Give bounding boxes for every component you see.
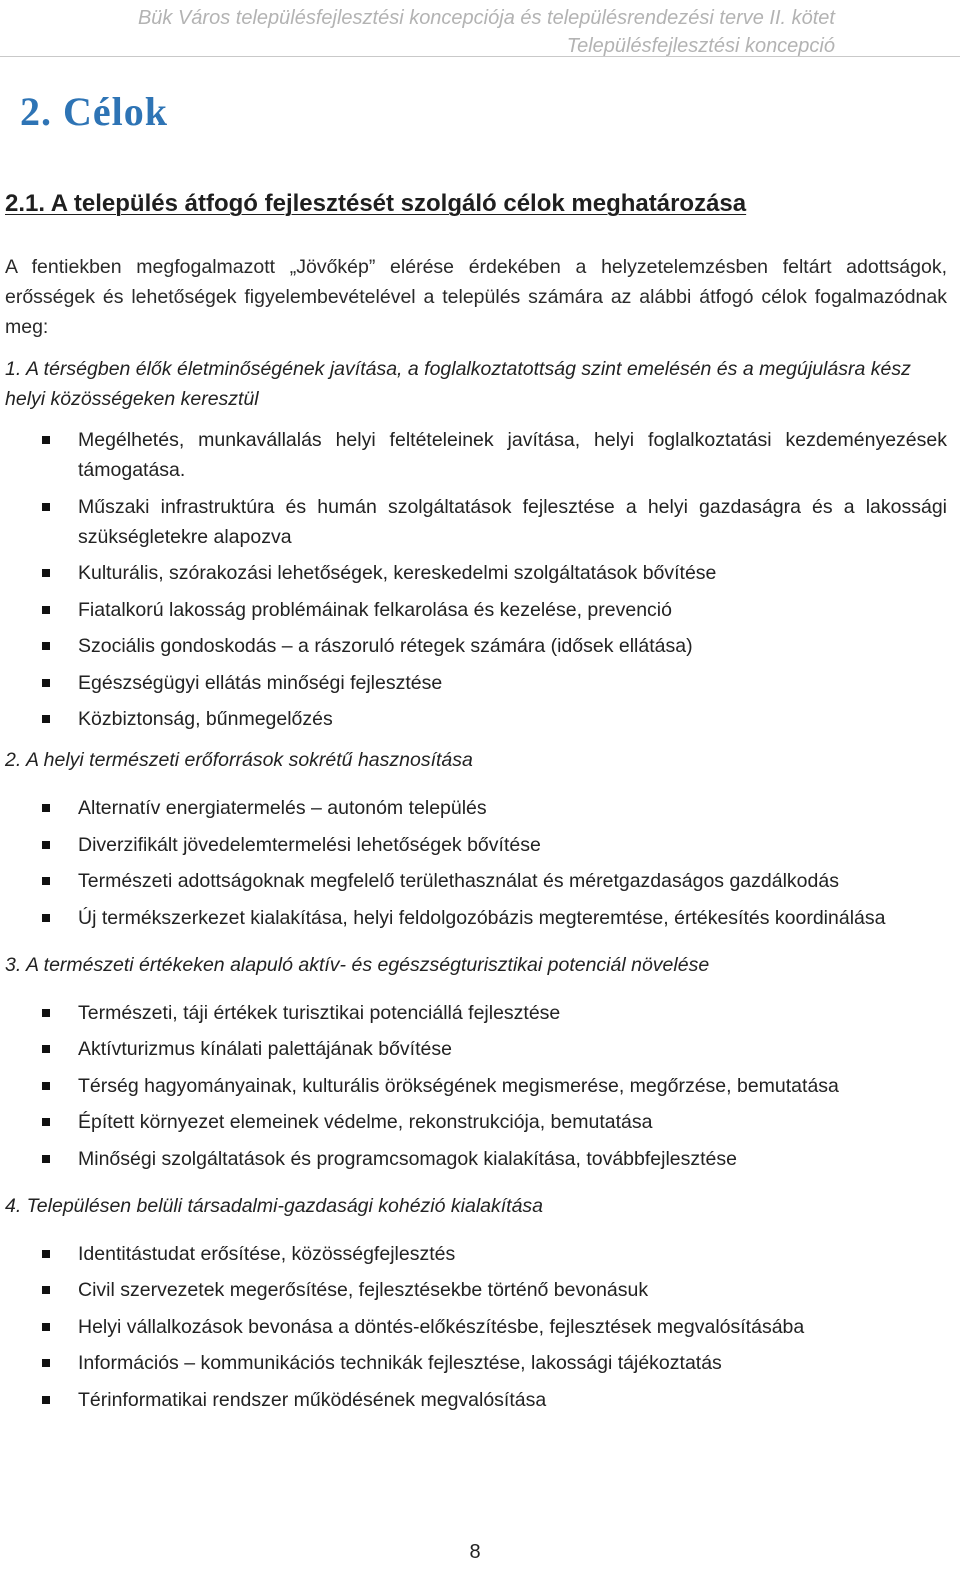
list-item [5, 631, 947, 661]
square-bullet-icon [42, 715, 50, 723]
goal-section [5, 354, 947, 734]
square-bullet-icon [42, 1359, 50, 1367]
goal-section [5, 950, 947, 1174]
square-bullet-icon [42, 569, 50, 577]
goal-section [5, 1191, 947, 1415]
square-bullet-icon [42, 679, 50, 687]
goal-list [5, 793, 947, 933]
square-bullet-icon [42, 1396, 50, 1404]
list-item [5, 1385, 947, 1415]
list-item [5, 866, 947, 896]
list-item [5, 1239, 947, 1269]
square-bullet-icon [42, 606, 50, 614]
list-item [5, 558, 947, 588]
list-item [5, 704, 947, 734]
goal-title: 2. A helyi természeti erőforrások sokrétű hasznosítása [5, 749, 473, 771]
list-item-text: Civil szervezetek megerősítése, fejlesztésekbe történő bevonásuk [78, 1279, 649, 1301]
list-item-text: Szociális gondoskodás – a rászoruló rétegek számára (idősek ellátása) [78, 635, 693, 657]
header-title-line2: Településfejlesztési koncepció [566, 35, 835, 57]
goal-list [5, 425, 947, 734]
square-bullet-icon [42, 1118, 50, 1126]
list-item [5, 668, 947, 698]
list-item [5, 1144, 947, 1174]
list-item [5, 830, 947, 860]
list-item-text: Fiatalkorú lakosság problémáinak felkarolása és kezelése, prevenció [78, 598, 672, 621]
page-header [0, 0, 960, 57]
list-item-text: Diverzifikált jövedelemtermelési lehetőségek bővítése [78, 833, 541, 856]
list-item-text: Térinformatikai rendszer működésének megvalósítása [78, 1388, 547, 1411]
list-item [5, 793, 947, 823]
list-item-text: Természeti, táji értékek turisztikai potenciállá fejlesztése [78, 1001, 561, 1024]
square-bullet-icon [42, 1082, 50, 1090]
list-item-text: Kulturális, szórakozási lehetőségek, kereskedelmi szolgáltatások bővítése [78, 562, 717, 584]
list-item-text: Épített környezet elemeinek védelme, rekonstrukciója, bemutatása [78, 1111, 653, 1133]
square-bullet-icon [42, 804, 50, 812]
list-item-text: Térség hagyományainak, kulturális örökségének megismerése, megőrzése, bemutatása [78, 1074, 839, 1097]
list-item [5, 1312, 947, 1342]
list-item-text: Minőségi szolgáltatások és programcsomagok kialakítása, továbbfejlesztése [78, 1147, 738, 1170]
list-item [5, 1275, 947, 1305]
list-item [5, 1107, 947, 1137]
square-bullet-icon [42, 877, 50, 885]
square-bullet-icon [42, 914, 50, 922]
square-bullet-icon [42, 841, 50, 849]
list-item [5, 425, 947, 485]
square-bullet-icon [42, 1286, 50, 1294]
list-item-text: Identitástudat erősítése, közösségfejlesztés [78, 1242, 456, 1265]
list-item-text: Megélhetés, munkavállalás helyi feltételeinek javítása, helyi foglalkoztatási kezdeményezések támogatása. [78, 429, 947, 481]
list-item [5, 492, 947, 552]
list-item-text: Közbiztonság, bűnmegelőzés [78, 708, 333, 730]
list-item-text: Természeti adottságoknak megfelelő területhasználat és méretgazdaságos gazdálkodás [78, 870, 839, 892]
square-bullet-icon [42, 1009, 50, 1017]
list-item [5, 1034, 947, 1064]
square-bullet-icon [42, 1045, 50, 1053]
intro-paragraph: A fentiekben megfogalmazott „Jövőkép” elérése érdekében a helyzetelemzésben feltárt adottságok, erősségek és lehetőségek figyelembevételével a település számára az alábbi átfogó célok fogalmazódnak meg: [5, 256, 947, 338]
list-item-text: Műszaki infrastruktúra és humán szolgáltatások fejlesztése a helyi gazdaságra és a lakossági szükségletekre alapozva [78, 495, 947, 548]
list-item-text: Aktívturizmus kínálati palettájának bővítése [78, 1038, 452, 1060]
list-item [5, 998, 947, 1028]
goal-title: 4. Településen belüli társadalmi-gazdasági kohézió kialakítása [5, 1194, 544, 1217]
list-item-text: Egészségügyi ellátás minőségi fejlesztése [78, 671, 443, 694]
list-item [5, 1071, 947, 1101]
section-heading: 2. Célok [20, 89, 168, 134]
list-item [5, 595, 947, 625]
subsection-heading: 2.1. A település átfogó fejlesztését szolgáló célok meghatározása [5, 190, 747, 217]
goal-title: 3. A természeti értékeken alapuló aktív- és egészségturisztikai potenciál növelése [5, 953, 710, 976]
square-bullet-icon [42, 1323, 50, 1331]
square-bullet-icon [42, 503, 50, 511]
list-item [5, 903, 947, 933]
list-item-text: Új termékszerkezet kialakítása, helyi feldolgozóbázis megteremtése, értékesítés koordinálása [78, 906, 886, 929]
square-bullet-icon [42, 642, 50, 650]
goal-section [5, 745, 947, 933]
square-bullet-icon [42, 1155, 50, 1163]
goal-title: 1. A térségben élők életminőségének javítása, a foglalkoztatottság szint emelésén és a megújulásra kész helyi közösségeken keresztül [5, 358, 911, 410]
header-title-line1: Bük Város településfejlesztési koncepciója és településrendezési terve II. kötet [137, 7, 835, 29]
list-item [5, 1348, 947, 1378]
goal-list [5, 1239, 947, 1415]
goal-list [5, 998, 947, 1174]
goals-container [5, 354, 947, 1421]
list-item-text: Helyi vállalkozások bevonása a döntés-előkészítésbe, fejlesztések megvalósításába [78, 1315, 805, 1338]
square-bullet-icon [42, 1250, 50, 1258]
square-bullet-icon [42, 436, 50, 444]
list-item-text: Alternatív energiatermelés – autonóm település [78, 797, 487, 819]
list-item-text: Információs – kommunikációs technikák fejlesztése, lakossági tájékoztatás [78, 1352, 722, 1374]
page-number: 8 [469, 1541, 481, 1563]
